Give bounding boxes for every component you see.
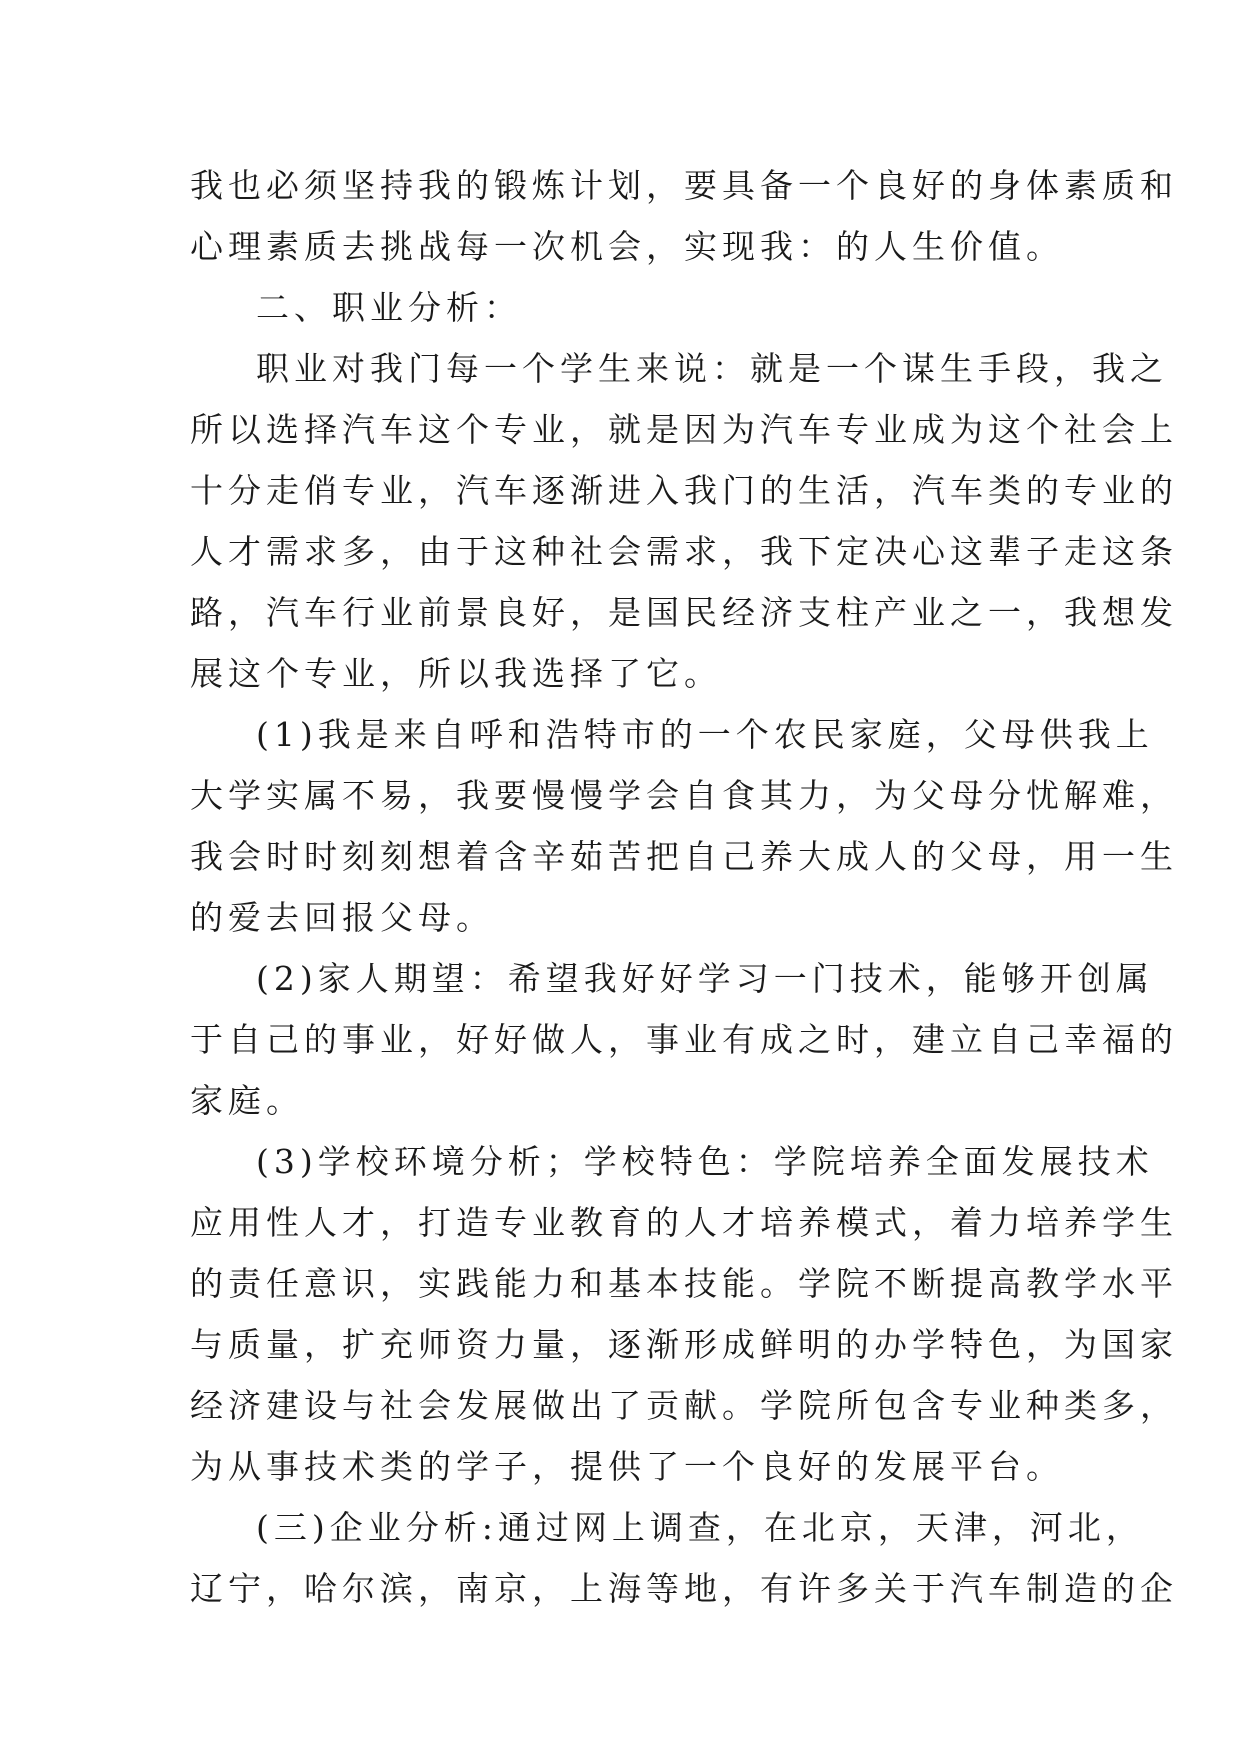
text-line: 为从事技术类的学子，提供了一个良好的发展平台。 — [190, 1447, 1064, 1486]
text-line: (1)我是来自呼和浩特市的一个农民家庭，父母供我上 — [256, 715, 1154, 754]
document-body — [190, 155, 1178, 1619]
text-line: (3)学校环境分析；学校特色：学院培养全面发展技术 — [256, 1142, 1154, 1181]
text-line: 职业对我门每一个学生来说：就是一个谋生手段，我之 — [256, 349, 1168, 388]
text-line: 展这个专业，所以我选择了它。 — [190, 654, 722, 693]
text-line: 的责任意识，实践能力和基本技能。学院不断提高教学水平 — [190, 1264, 1178, 1303]
text-line: (2)家人期望：希望我好好学习一门技术，能够开创属 — [256, 959, 1154, 998]
text-line: 辽宁，哈尔滨，南京，上海等地，有许多关于汽车制造的企 — [190, 1569, 1178, 1608]
text-line: 心理素质去挑战每一次机会，实现我：的人生价值。 — [190, 227, 1064, 266]
text-line: 所以选择汽车这个专业，就是因为汽车专业成为这个社会上 — [190, 410, 1178, 449]
text-line: 我也必须坚持我的锻炼计划，要具备一个良好的身体素质和 — [190, 166, 1178, 205]
text-line: 应用性人才，打造专业教育的人才培养模式，着力培养学生 — [190, 1203, 1178, 1242]
text-line: 与质量，扩充师资力量，逐渐形成鲜明的办学特色，为国家 — [190, 1325, 1178, 1364]
text-line: 十分走俏专业，汽车逐渐进入我门的生活，汽车类的专业的 — [190, 471, 1178, 510]
text-line: 二、职业分析： — [256, 288, 522, 327]
text-line: 于自己的事业，好好做人，事业有成之时，建立自己幸福的 — [190, 1020, 1178, 1059]
text-line: 经济建设与社会发展做出了贡献。学院所包含专业种类多， — [190, 1386, 1178, 1425]
text-line: 大学实属不易，我要慢慢学会自食其力，为父母分忧解难， — [190, 776, 1178, 815]
text-line: 家庭。 — [190, 1081, 304, 1120]
text-line: (三)企业分析:通过网上调查，在北京，天津，河北， — [256, 1508, 1144, 1547]
text-line: 我会时时刻刻想着含辛茹苦把自己养大成人的父母，用一生 — [190, 837, 1178, 876]
text-line: 人才需求多，由于这种社会需求，我下定决心这辈子走这条 — [190, 532, 1178, 571]
text-line: 路，汽车行业前景良好，是国民经济支柱产业之一，我想发 — [190, 593, 1178, 632]
text-line: 的爱去回报父母。 — [190, 898, 494, 937]
